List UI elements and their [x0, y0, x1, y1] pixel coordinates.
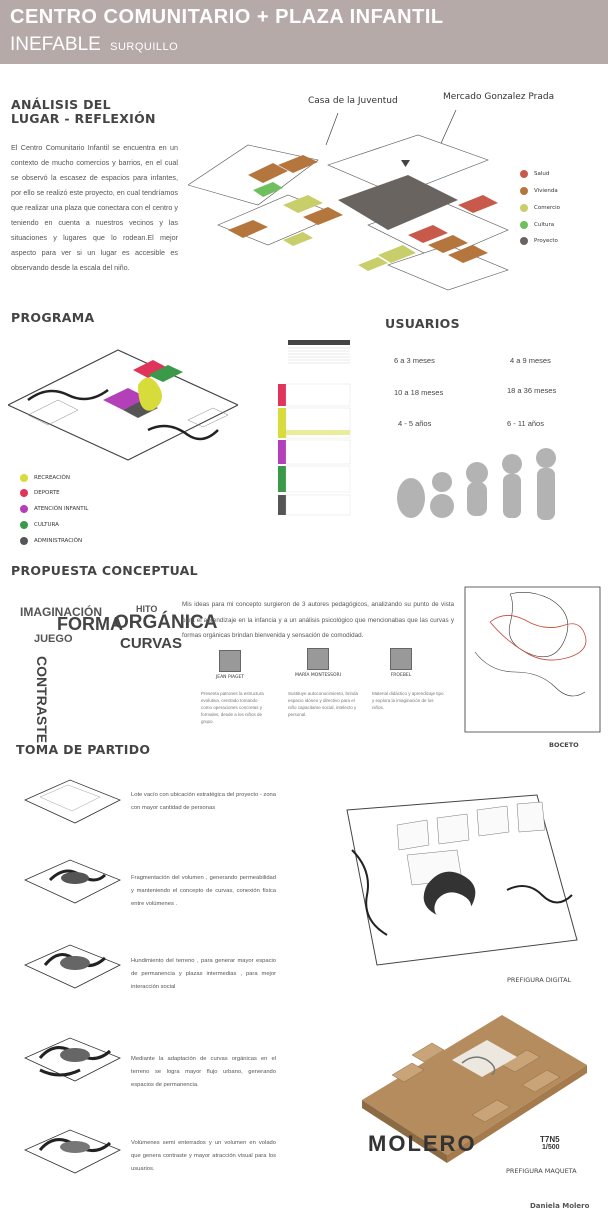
legend-row [520, 237, 558, 245]
concept-word: HITO [136, 604, 158, 614]
legend-dot [520, 170, 528, 178]
page-title: CENTRO COMUNITARIO + PLAZA INFANTIL [10, 6, 444, 28]
page-subtitle [10, 34, 178, 56]
programa-title: PROGRAMA [11, 310, 95, 325]
prefigura-maqueta-label: PREFIGURA MAQUETA [506, 1167, 577, 1175]
user-group: 4 a 9 meses [510, 356, 551, 365]
concept-word: CURVAS [120, 635, 182, 652]
author-portrait-froebel [390, 648, 412, 670]
concept-word: JUEGO [34, 633, 73, 645]
concept-word: ORGÁNICA [114, 612, 218, 633]
toma-title: TOMA DE PARTIDO [16, 742, 151, 757]
callout-mercado: Mercado Gonzalez Prada [443, 92, 555, 102]
concept-word: FORMA [57, 614, 123, 634]
legend-row [520, 204, 560, 212]
partido-diagrams [20, 775, 125, 1195]
legend-dot [20, 521, 28, 529]
legend-row [20, 521, 59, 529]
legend-dot [20, 505, 28, 513]
partido-step-text: Fragmentación del volumen , generando permeabilidad y manteniendo el concepto de curvas, conexión física entre volúmenes . [131, 875, 276, 907]
concept-word: IMAGINACIÓN [20, 605, 102, 619]
subtitle-main: INEFABLE [10, 34, 101, 55]
legend-row [20, 474, 70, 482]
model-code: T7N5 [540, 1135, 560, 1144]
legend-dot [520, 221, 528, 229]
user-group: 6 - 11 años [507, 419, 544, 428]
author-signature: Daniela Molero [530, 1202, 590, 1210]
propuesta-title: PROPUESTA CONCEPTUAL [11, 563, 198, 578]
model-label: MOLERO [368, 1131, 477, 1156]
legend-row [520, 170, 549, 178]
author-desc: Sustituye autoconocimiento, brinda espacio idóneo y directivo para el niño capacitarse social, intelecto y personal. [288, 691, 359, 717]
legend-dot [520, 204, 528, 212]
legend-label: Vivienda [534, 188, 558, 194]
model-scale: 1/500 [542, 1144, 560, 1151]
legend-row [520, 187, 558, 195]
propuesta-intro: Mis ideas para mi concepto surgieron de 3 autores pedagógicos, analizando su punto de vista para el aprendizaje en la infancia y a un análisis psicológico que mencionabas que las curvas y formas orgánicas brindan bienvenida y sensación de comodidad. [182, 601, 454, 639]
legend-dot [520, 187, 528, 195]
boceto-sketch [460, 582, 602, 734]
analisis-title: ANÁLISIS DEL LUGAR - REFLEXIÓN [11, 97, 156, 126]
prefigura-digital-render [337, 790, 585, 970]
author-portrait-montessori [307, 648, 329, 670]
legend-dot [520, 237, 528, 245]
analisis-text: El Centro Comunitario Infantil se encuentra en un contexto de mucho comercios y barrios, en el cual se observó la escasez de espacios para infantes, por ello se realizó este proyecto, en cual tendríamos que realizar una plaza que conectara con el centro y teniendo en cuenta a nuestros vecinos y las situaciones y lugares que lo rodean.El mejor aspecto para ver si un lugar es accesible es observando desde la escala del niño. [11, 143, 179, 272]
user-group: 10 a 18 meses [394, 388, 444, 397]
usuarios-title: USUARIOS [385, 316, 460, 331]
legend-label: Comercio [534, 205, 561, 211]
program-area-table [278, 340, 358, 520]
author-desc: Material didáctico y aprendizaje tipo y explora la imaginación de los niños. [372, 691, 444, 710]
boceto-label: BOCETO [549, 741, 579, 749]
user-group: 18 a 36 meses [507, 386, 557, 395]
legend-row [520, 221, 554, 229]
legend-label: ATENCIÓN INFANTIL [34, 506, 89, 512]
silhouette-baby-icon [397, 478, 425, 518]
legend-dot [20, 489, 28, 497]
partido-step-text: Hundimiento del terreno , para generar mayor espacio de permanencia y plazas intermedias , para mejor interacción social [131, 958, 276, 990]
header-banner [0, 0, 608, 64]
partido-step-text: Mediante la adaptación de curvas orgánicas en el terreno se logra mayor flujo urbano, generando espacios de permanencia. [131, 1056, 276, 1088]
legend-label: Cultura [534, 222, 555, 228]
author-portrait-piaget [219, 650, 241, 672]
legend-label: ADMINISTRACIÓN [34, 538, 83, 544]
prefigura-digital-label: PREFIGURA DIGITAL [507, 976, 572, 984]
legend-row [20, 489, 60, 497]
author-name: FROEBEL [390, 673, 412, 678]
legend-label: DEPORTE [34, 490, 60, 496]
children-silhouettes [395, 448, 565, 520]
legend-label: Proyecto [534, 238, 558, 244]
legend-label: CULTURA [34, 522, 59, 528]
user-group: 4 - 5 años [398, 419, 432, 428]
concept-word: CONTRASTE [34, 656, 50, 744]
partido-step-text: Volúmenes semi enterrados y un volumen en volado que genera contraste y mayor atracción visual para los usuarios. [131, 1140, 276, 1172]
programa-diagram [8, 330, 238, 465]
user-group: 6 a 3 meses [394, 356, 435, 365]
legend-label: Salud [534, 171, 550, 177]
callout-casa-juventud: Casa de la Juventud [308, 96, 398, 106]
partido-step-text: Lote vacío con ubicación estratégica del proyecto - zona con mayor cantidad de personas [131, 792, 276, 811]
legend-dot [20, 474, 28, 482]
site-analysis-map [188, 105, 518, 295]
legend-row [20, 537, 82, 545]
author-name: MARÍA MONTESSORI [294, 673, 341, 678]
legend-label: RECREACIÓN [34, 475, 71, 481]
legend-row [20, 505, 88, 513]
author-name: JEAN PIAGET [215, 675, 245, 680]
legend-dot [20, 537, 28, 545]
subtitle-sub: SURQUILLO [110, 41, 179, 53]
author-desc: Presenta patrones la estructura evolutiva, centrado tomando como operaciones concretas y formales, desde a los niños de grupo. [201, 691, 264, 724]
